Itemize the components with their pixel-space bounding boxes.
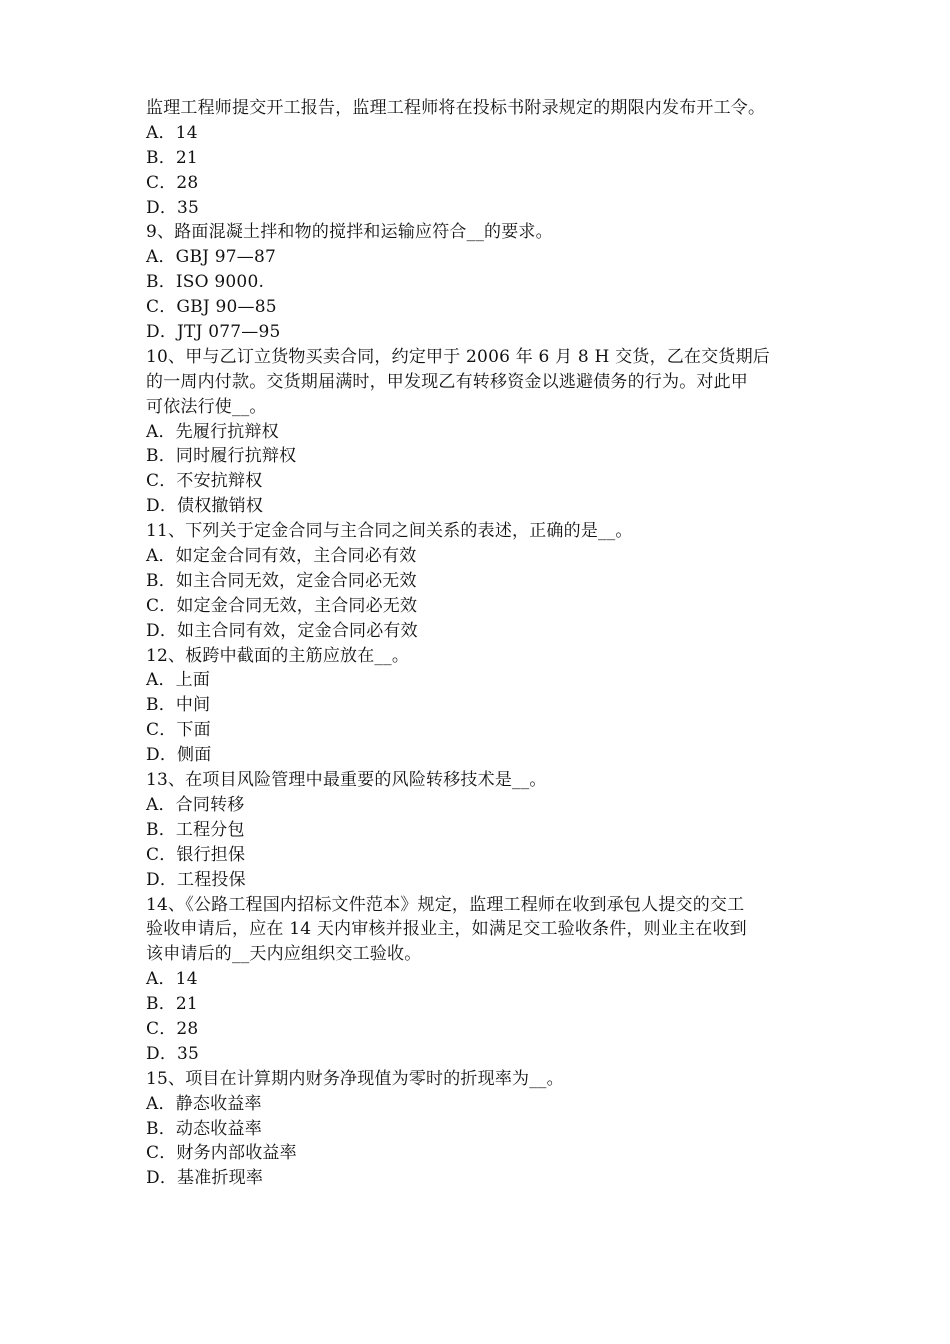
option-d: D．基准折现率	[146, 1168, 264, 1189]
option-c: C．28	[146, 172, 199, 193]
question-stem: 13、在项目风险管理中最重要的风险转移技术是__。	[146, 770, 547, 791]
question-12	[146, 644, 826, 768]
option-d: D．JTJ 077—95	[146, 322, 281, 343]
option-b: B．21	[146, 994, 198, 1015]
option-b: B．中间	[146, 695, 211, 716]
question-8-continuation	[146, 96, 826, 220]
question-stem: 14、《公路工程国内招标文件范本》规定，监理工程师在收到承包人提交的交工	[146, 894, 745, 915]
option-a: A．合同转移	[146, 794, 245, 815]
option-b: B．21	[146, 147, 198, 168]
option-a: A．先履行抗辩权	[146, 421, 279, 442]
option-a: A．静态收益率	[146, 1093, 262, 1114]
option-b: B．动态收益率	[146, 1118, 262, 1139]
option-b: B．ISO 9000.	[146, 272, 265, 293]
option-c: C．银行担保	[146, 844, 246, 865]
question-stem: 12、板跨中截面的主筋应放在__。	[146, 645, 410, 666]
question-stem: 的一周内付款。交货期届满时，甲发现乙有转移资金以逃避债务的行为。对此甲	[146, 371, 748, 392]
option-a: A．14	[146, 969, 198, 990]
option-c: C．下面	[146, 720, 211, 741]
option-c: C．不安抗辩权	[146, 471, 263, 492]
option-d: D．侧面	[146, 745, 212, 766]
option-c: C．28	[146, 1018, 199, 1039]
question-stem: 15、项目在计算期内财务净现值为零时的折现率为__。	[146, 1068, 564, 1089]
question-15	[146, 1067, 826, 1191]
question-9	[146, 220, 826, 344]
option-b: B．如主合同无效，定金合同必无效	[146, 570, 417, 591]
option-d: D．债权撤销权	[146, 496, 264, 517]
option-b: B．同时履行抗辩权	[146, 446, 297, 467]
option-c: C．财务内部收益率	[146, 1143, 297, 1164]
question-stem: 验收申请后，应在 14 天内审核并报业主，如满足交工验收条件，则业主在收到	[146, 919, 747, 940]
option-d: D．35	[146, 1043, 200, 1064]
option-d: D．35	[146, 197, 200, 218]
question-stem: 9、路面混凝土拌和物的搅拌和运输应符合__的要求。	[146, 222, 553, 243]
question-11	[146, 519, 826, 643]
option-a: A．14	[146, 122, 198, 143]
option-b: B．工程分包	[146, 819, 245, 840]
question-stem: 11、下列关于定金合同与主合同之间关系的表述，正确的是__。	[146, 521, 633, 542]
question-14	[146, 893, 826, 1067]
question-stem: 可依法行使__。	[146, 396, 267, 417]
document-page	[146, 96, 826, 1191]
question-stem: 10、甲与乙订立货物买卖合同，约定甲于 2006 年 6 月 8 H 交货，乙在交货期后	[146, 346, 770, 367]
option-a: A．上面	[146, 670, 211, 691]
question-13	[146, 768, 826, 892]
question-stem: 该申请后的__天内应组织交工验收。	[146, 944, 422, 965]
option-d: D．工程投保	[146, 869, 246, 890]
option-c: C．GBJ 90—85	[146, 297, 277, 318]
option-c: C．如定金合同无效，主合同必无效	[146, 595, 418, 616]
option-d: D．如主合同有效，定金合同必有效	[146, 620, 418, 641]
question-stem: 监理工程师提交开工报告，监理工程师将在投标书附录规定的期限内发布开工令。	[146, 98, 766, 118]
question-10	[146, 345, 826, 519]
option-a: A．GBJ 97—87	[146, 247, 277, 268]
option-a: A．如定金合同有效，主合同必有效	[146, 546, 417, 567]
